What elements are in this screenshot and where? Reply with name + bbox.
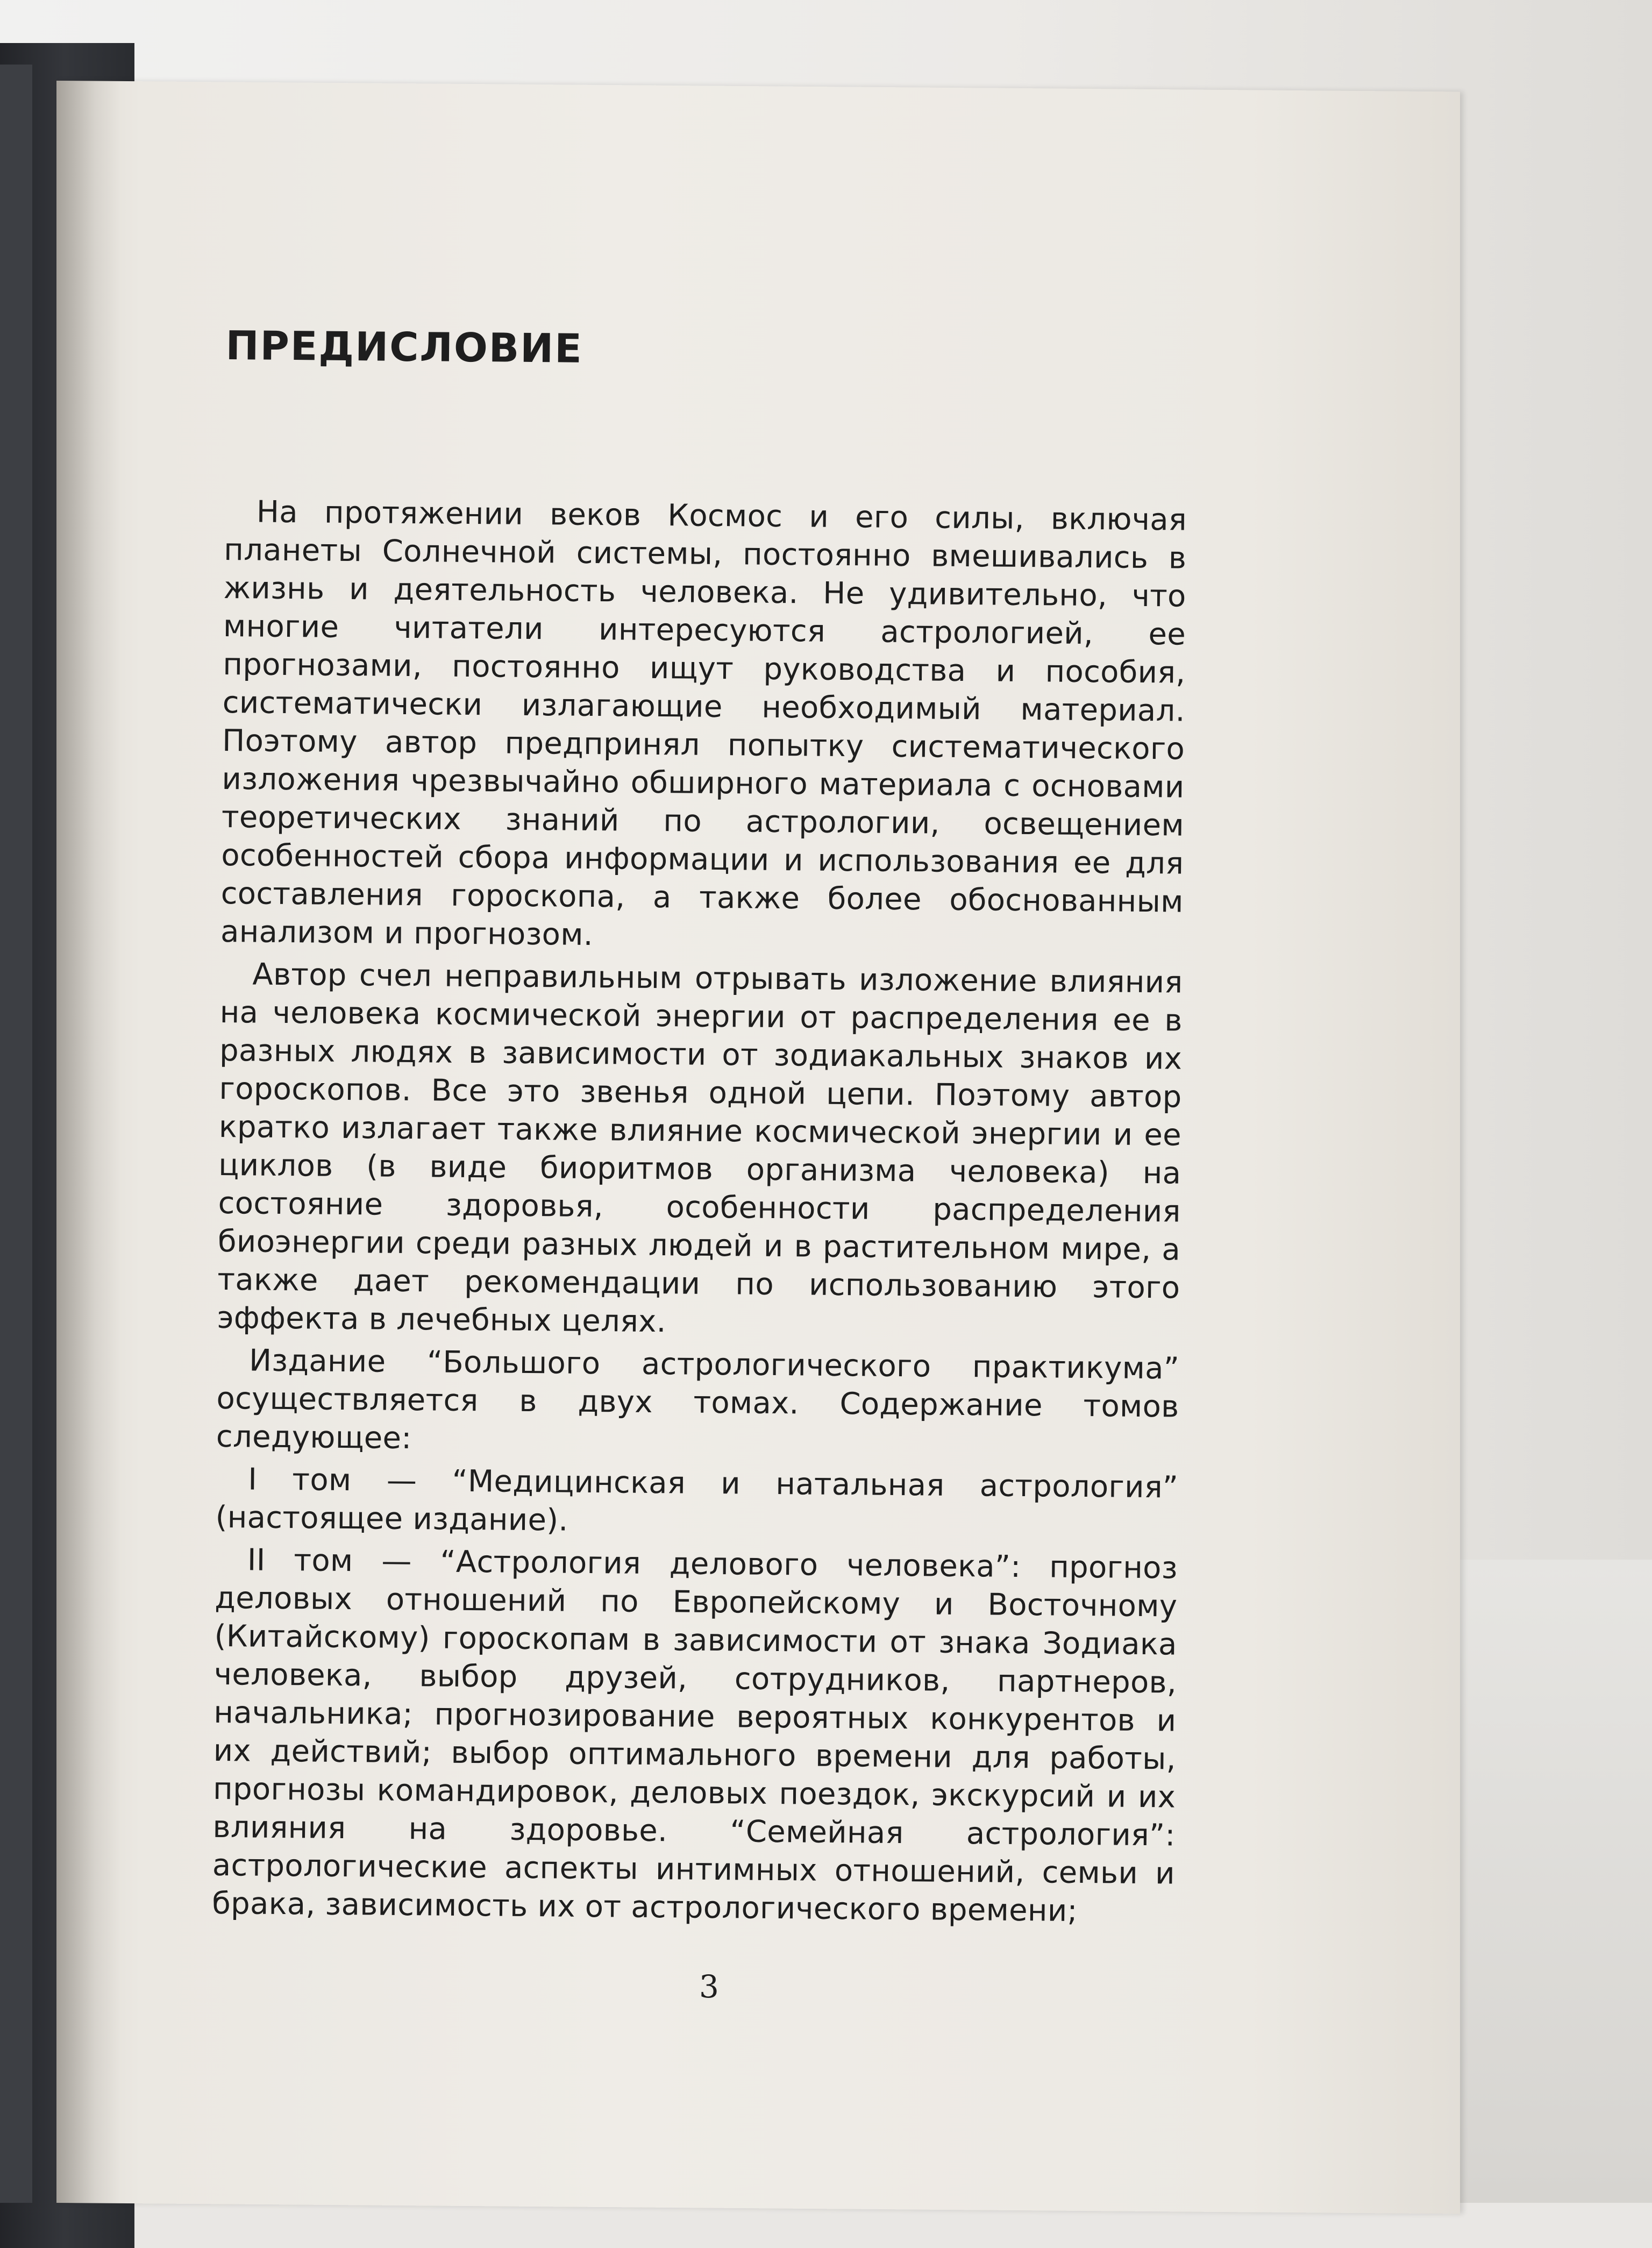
page-content bbox=[212, 323, 1188, 1936]
paragraph-edition: Издание “Большого астрологического практикума” осуществляется в двух томах. Содержание томов следующее: bbox=[216, 1343, 1180, 1456]
page-number: 3 bbox=[699, 1968, 719, 2005]
page-heading: ПРЕДИСЛОВИЕ bbox=[225, 323, 583, 372]
paragraph-intro: На протяжении веков Космос и его силы, включая планеты Солнечной системы, постоянно вмешивались в жизнь и деятельность человека. Не удивительно, что многие читатели интересуются астрологией, ее прогнозами, постоянно ищут руководства и пособия, систематически излагающие необходимый материал. Поэтому автор предпринял попытку систематического изложения чрезвычайно обширного материала с основами теоретических знаний по астрологии, освещением особенностей сбора информации и использования ее для составления гороскопа, а также более обоснованным анализом и прогнозом. bbox=[220, 494, 1187, 953]
page-gutter-shadow bbox=[56, 81, 121, 2203]
paragraph-volume-1: I том — “Медицинская и натальная астрология” (настоящее издание). bbox=[215, 1462, 1179, 1538]
book-cover-edge bbox=[0, 65, 32, 2203]
paragraph-cosmic-energy: Автор счел неправильным отрывать изложение влияния на человека космической энергии от распределения ее в разных людях в зависимости от зодиакальных знаков их гороскопов. Все это звенья одной цепи. Поэтому автор кратко излагает также влияние космической энергии и ее циклов (в виде биоритмов организма человека) на состояние здоровья, особенности распределения биоэнергии среди разных людей и в растительном мире, а также дает рекомендации по использованию этого эффекта в лечебных целях. bbox=[217, 957, 1183, 1340]
paragraph-volume-2: II том — “Астрология делового человека”: прогноз деловых отношений по Европейскому и Восточному (Китайскому) гороскопам в зависимости от знака Зодиака человека, выбор друзей, сотрудников, партнеров, начальника; прогнозирование вероятных конкурентов и их действий; выбор оптимального времени для работы, прогнозы командировок, деловых поездок, экскурсий и их влияния на здоровье. “Семейная астрология”: астрологические аспекты интимных отношений, семьи и брака, зависимость их от астрологического времени; bbox=[212, 1542, 1178, 1929]
table-surface bbox=[1452, 1560, 1652, 2203]
